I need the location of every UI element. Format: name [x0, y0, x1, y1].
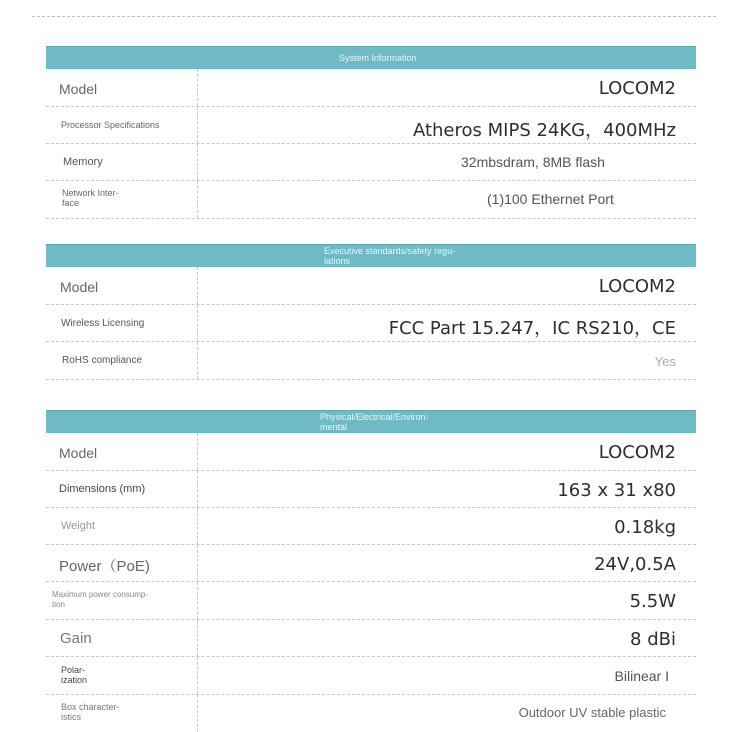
table-row: [46, 582, 696, 620]
row-label: Wireless Licensing: [61, 318, 145, 329]
table-row: [46, 471, 696, 508]
section-title: Executive standards/safety regu- lations: [324, 246, 456, 266]
row-value: (1)100 Ethernet Port: [487, 191, 614, 207]
table-row: [46, 508, 696, 545]
row-label: Power（PoE): [59, 558, 150, 575]
table-row: [46, 305, 696, 342]
row-value: LOCOM2: [598, 276, 676, 297]
section-header-band: [46, 244, 696, 267]
column-divider: [197, 305, 198, 341]
column-divider: [197, 508, 198, 544]
table-row: [46, 433, 696, 471]
table-row: [46, 620, 696, 657]
row-value: 24V,0.5A: [594, 554, 676, 575]
section-header-band: [46, 46, 696, 69]
row-value: Outdoor UV stable plastic: [518, 705, 666, 720]
column-divider: [197, 69, 198, 106]
row-label: Network Inter- face: [62, 188, 119, 208]
section-physical-electrical: [46, 410, 696, 732]
table-row: [46, 545, 696, 582]
row-value: 163 x 31 x80: [557, 480, 676, 501]
row-label: Polar- ization: [61, 665, 88, 685]
row-label: Processor Specifications: [61, 120, 160, 130]
row-value: FCC Part 15.247，IC RS210，CE: [388, 318, 676, 339]
row-label: Memory: [63, 156, 103, 168]
row-value: LOCOM2: [598, 78, 676, 99]
column-divider: [197, 267, 198, 304]
row-label: Model: [59, 445, 98, 461]
row-label: Maximum power consump- tion: [52, 590, 149, 609]
top-dashed-rule: [32, 16, 716, 17]
column-divider: [197, 471, 198, 507]
section-title: System Information: [339, 53, 417, 63]
table-row: [46, 695, 696, 732]
column-divider: [197, 695, 198, 732]
row-value: 8 dBi: [630, 629, 676, 650]
table-row: [46, 657, 696, 695]
table-row: [46, 342, 696, 380]
row-value: 5.5W: [629, 591, 676, 612]
section-system-information: [46, 46, 696, 219]
table-row: [46, 144, 696, 181]
row-label: Box character- istics: [61, 702, 120, 722]
row-label: RoHS compliance: [62, 355, 143, 366]
row-value: Bilinear I: [614, 668, 669, 684]
row-label: Model: [59, 81, 98, 97]
table-row: [46, 69, 696, 107]
section-standards-safety: [46, 244, 696, 380]
table-row: [46, 267, 696, 305]
row-value: 32mbsdram, 8MB flash: [461, 154, 605, 170]
row-value: Atheros MIPS 24KG，400MHz: [412, 120, 676, 141]
column-divider: [197, 657, 198, 694]
column-divider: [197, 433, 198, 470]
row-value: Yes: [654, 354, 676, 369]
row-label: Gain: [60, 630, 92, 647]
column-divider: [197, 342, 198, 379]
section-header-band: [46, 410, 696, 433]
table-row: [46, 181, 696, 219]
row-label: Dimensions (mm): [59, 483, 146, 495]
row-label: Model: [60, 279, 99, 295]
column-divider: [197, 620, 198, 656]
section-title: Physical/Electrical/Environ- mental: [320, 412, 429, 432]
row-label: Weight: [61, 520, 96, 532]
column-divider: [197, 545, 198, 581]
column-divider: [197, 181, 198, 218]
column-divider: [197, 144, 198, 180]
row-value: 0.18kg: [614, 517, 676, 538]
table-row: [46, 107, 696, 144]
column-divider: [197, 107, 198, 143]
row-value: LOCOM2: [598, 442, 676, 463]
column-divider: [197, 582, 198, 619]
